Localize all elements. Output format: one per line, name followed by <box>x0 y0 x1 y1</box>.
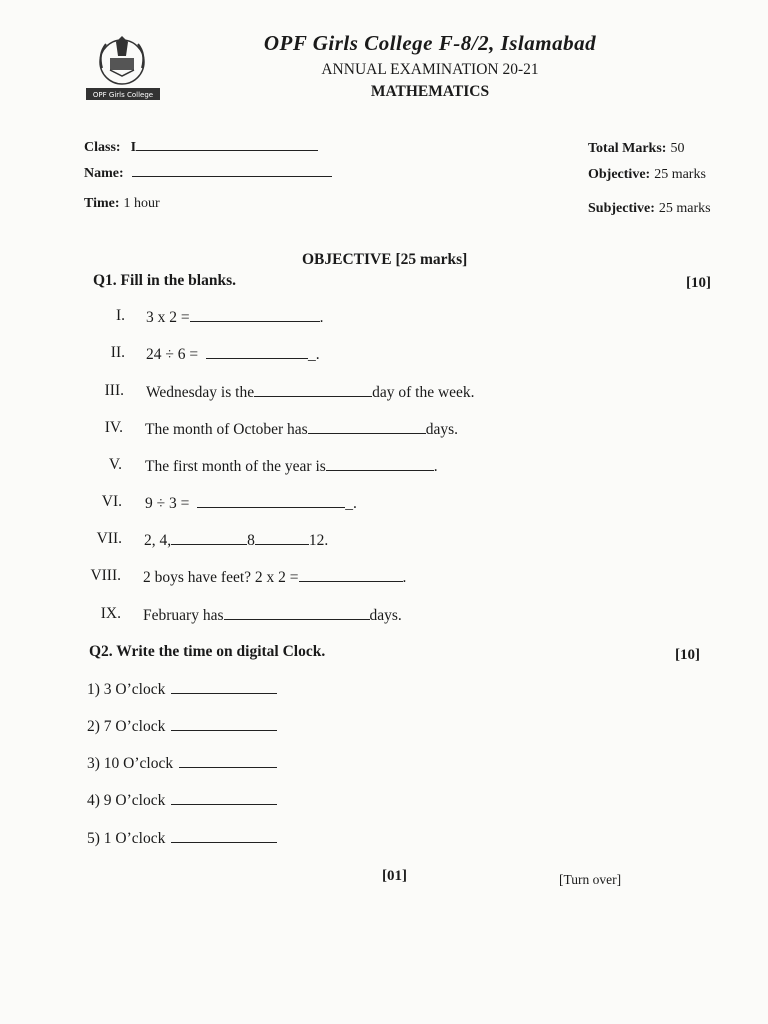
q1-marks: [10] <box>686 275 711 291</box>
subjective-marks <box>588 199 711 217</box>
answer-blank <box>326 456 434 471</box>
total-marks <box>588 139 684 157</box>
answer-blank <box>179 753 277 768</box>
item-text: 9 O’clock <box>103 792 166 809</box>
q1-item-6 <box>0 493 768 513</box>
q2-item-1 <box>87 679 277 699</box>
item-text: 24 ÷ 6 = _. <box>146 346 320 363</box>
item-text: 7 O’clock <box>103 718 166 735</box>
time-field <box>84 194 160 212</box>
subjective-value: 25 marks <box>658 201 711 216</box>
answer-blank <box>254 382 372 397</box>
class-field <box>84 136 318 156</box>
item-number: 4) <box>87 792 100 809</box>
q2-item-4 <box>87 790 277 810</box>
answer-blank <box>171 790 277 805</box>
item-text: The month of October has days. <box>145 421 459 438</box>
answer-blank <box>206 344 308 359</box>
item-number: VI. <box>101 493 122 510</box>
q2-item-3 <box>87 753 277 773</box>
q1-item-3 <box>0 382 768 402</box>
item-number: 3) <box>87 755 100 772</box>
answer-blank <box>171 716 277 731</box>
school-name: OPF Girls College F-8/2, Islamabad <box>263 31 597 55</box>
answer-blank <box>308 419 426 434</box>
item-text: 3 O’clock <box>103 681 166 698</box>
subject-title: MATHEMATICS <box>370 83 490 100</box>
item-text: 10 O’clock <box>103 755 174 772</box>
objective-label: Objective: <box>588 167 651 182</box>
q1-item-8 <box>0 567 768 587</box>
total-label: Total Marks: <box>588 141 667 156</box>
q1-item-7 <box>0 530 768 550</box>
item-text: February has days. <box>143 607 402 624</box>
turn-over-note: [Turn over] <box>559 872 622 887</box>
objective-value: 25 marks <box>654 167 706 182</box>
q2-title: Q2. Write the time on digital Clock. <box>89 643 326 660</box>
q2-item-5 <box>87 828 277 848</box>
item-text: Wednesday is the day of the week. <box>146 384 475 401</box>
q1-item-4 <box>0 419 768 439</box>
q2-marks: [10] <box>675 647 700 663</box>
q2-item-2 <box>87 716 277 736</box>
item-number: I. <box>115 307 125 324</box>
answer-blank <box>224 605 370 620</box>
item-text: 2 boys have feet? 2 x 2 = . <box>143 569 407 586</box>
answer-blank <box>197 493 345 508</box>
objective-marks <box>588 165 706 183</box>
q1-item-9 <box>0 605 768 625</box>
total-value: 50 <box>670 141 685 156</box>
item-number: 1) <box>87 681 100 698</box>
name-blank <box>132 162 332 177</box>
q1-item-5 <box>0 456 768 476</box>
item-number: IX. <box>100 605 121 622</box>
q1-title: Q1. Fill in the blanks. <box>93 272 236 289</box>
item-text: 1 O’clock <box>103 830 166 847</box>
section-title: OBJECTIVE [25 marks] <box>302 251 468 268</box>
page-number: [01] <box>382 868 407 884</box>
answer-blank <box>171 530 247 545</box>
item-text: 3 x 2 = . <box>146 309 324 326</box>
q1-item-2 <box>0 344 768 364</box>
class-value: I <box>130 140 137 155</box>
item-number: III. <box>104 382 124 399</box>
class-blank <box>136 136 318 151</box>
answer-blank <box>299 567 403 582</box>
name-field <box>84 162 332 182</box>
answer-blank <box>171 679 277 694</box>
item-number: 5) <box>87 830 100 847</box>
answer-blank <box>255 530 309 545</box>
svg-text:OPF Girls College: OPF Girls College <box>92 91 154 99</box>
time-label: Time: <box>84 196 120 211</box>
answer-blank <box>190 307 320 322</box>
item-text: 9 ÷ 3 = _. <box>145 495 357 512</box>
name-label: Name: <box>84 166 124 181</box>
item-text: The first month of the year is . <box>145 458 438 475</box>
item-number: V. <box>108 456 122 473</box>
subjective-label: Subjective: <box>588 201 655 216</box>
exam-title: ANNUAL EXAMINATION 20-21 <box>321 61 539 78</box>
item-text: 2, 4, 8 12. <box>144 532 329 549</box>
item-number: VII. <box>96 530 122 547</box>
item-number: 2) <box>87 718 100 735</box>
answer-blank <box>171 828 277 843</box>
item-number: II. <box>110 344 125 361</box>
class-label: Class: <box>84 140 121 155</box>
item-number: VIII. <box>90 567 121 584</box>
time-value: 1 hour <box>123 196 160 211</box>
q1-item-1 <box>0 307 768 327</box>
item-number: IV. <box>104 419 123 436</box>
